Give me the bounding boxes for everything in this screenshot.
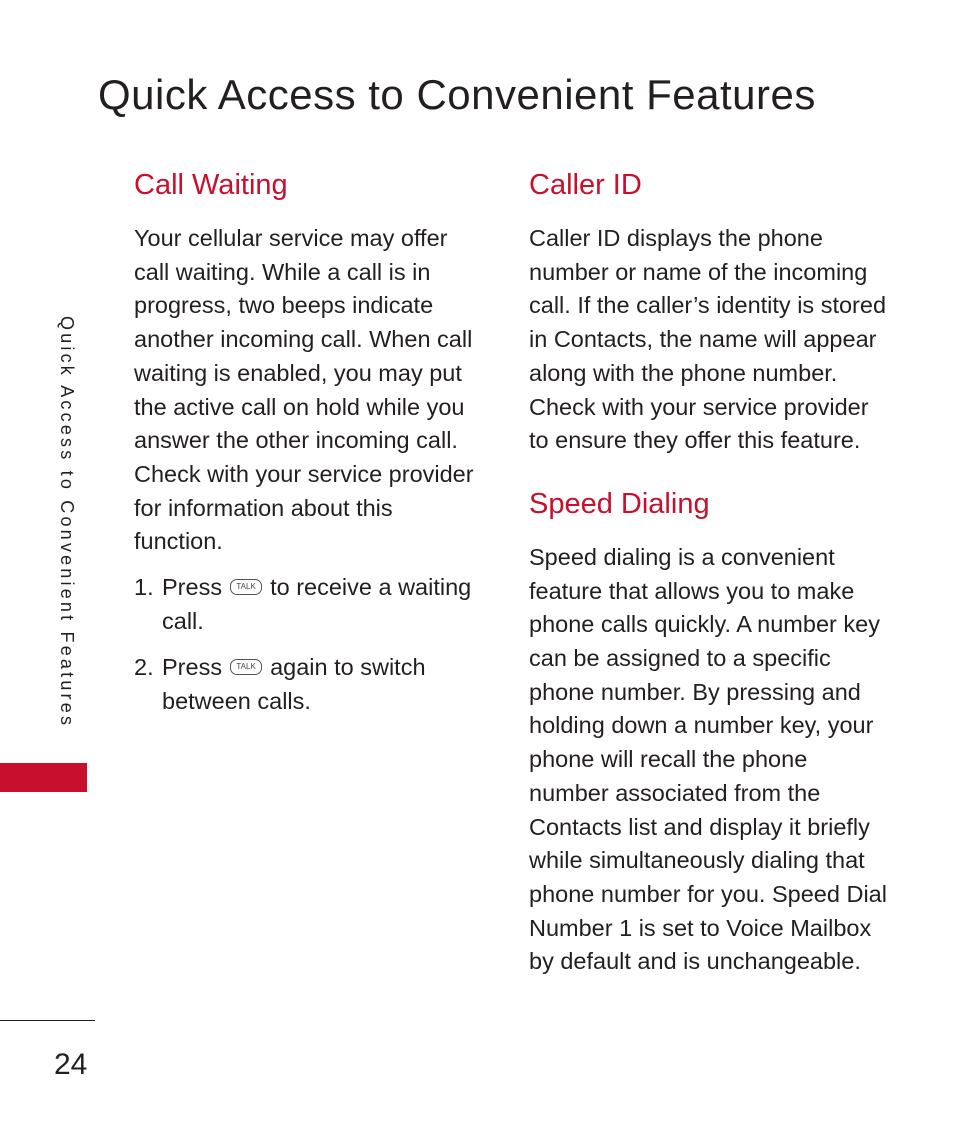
caller-id-heading: Caller ID — [529, 169, 642, 201]
left-column — [134, 165, 484, 732]
step-text-before: Press — [162, 574, 223, 601]
step-item — [134, 571, 484, 638]
side-tab-marker — [0, 763, 87, 792]
caller-id-body: Caller ID displays the phone number or name of the incoming call. If the caller’s identity is stored in Contacts, the name will appear along with the phone number. Check with your service provider to ensure they offer this feature. — [529, 225, 887, 454]
step-number: 1. — [134, 574, 154, 601]
step-text-after: to receive a waiting call. — [162, 574, 472, 634]
right-column — [529, 165, 889, 979]
speed-dialing-heading: Speed Dialing — [529, 487, 710, 520]
step-number: 2. — [134, 654, 154, 681]
call-waiting-body: Your cellular service may offer call waiting. While a call is in progress, two beeps indicate another incoming call. When call waiting is enabled, you may put the active call on hold while you answer the other incoming call. Check with your service provider for information about this function. — [134, 225, 474, 555]
talk-key-icon: TALK — [230, 579, 262, 595]
page-number: 24 — [54, 1048, 88, 1081]
step-item — [134, 651, 484, 718]
step-text-after: again to switch between calls. — [162, 654, 426, 715]
page-title: Quick Access to Convenient Features — [98, 71, 816, 118]
step-text-before: Press — [162, 654, 223, 681]
call-waiting-heading: Call Waiting — [134, 169, 288, 201]
side-section-label: Quick Access to Convenient Features — [57, 316, 77, 729]
talk-key-icon: TALK — [230, 659, 262, 675]
speed-dialing-body: Speed dialing is a convenient feature that allows you to make phone calls quickly. A number key can be assigned to a specific phone number. By pressing and holding down a number key, your phone will recall the phone number associated from the Contacts list and display it briefly while simultaneously dialing that phone number for you. Speed Dial Number 1 is set to Voice Mailbox by default and is unchangeable. — [529, 543, 887, 975]
footer-rule — [0, 1020, 95, 1021]
call-waiting-steps — [134, 571, 484, 719]
